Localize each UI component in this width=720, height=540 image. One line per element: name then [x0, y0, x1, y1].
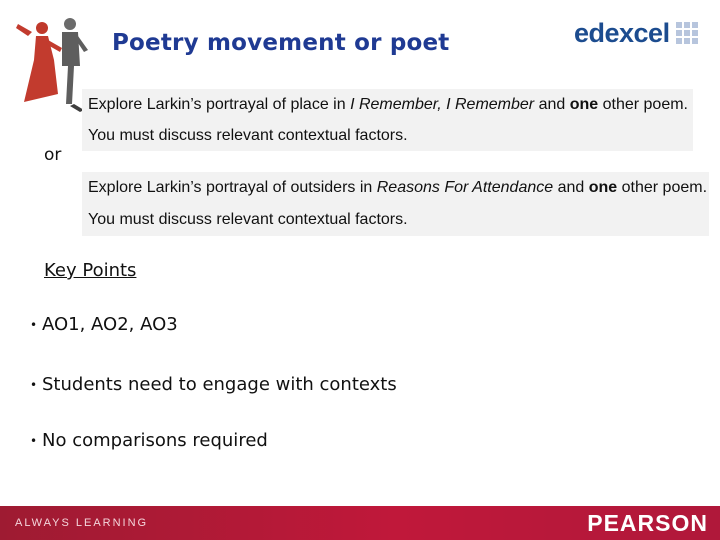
- list-item: • No comparisons required: [30, 430, 268, 451]
- question-1-line-1: Explore Larkin’s portrayal of place in I Remember, I Remember and one other poem.: [88, 96, 688, 113]
- page-title: Poetry movement or poet: [112, 30, 450, 56]
- bullet-icon: •: [30, 434, 38, 448]
- edexcel-logo: [574, 18, 698, 48]
- bullet-icon: •: [30, 378, 38, 392]
- footer-bar: [0, 506, 720, 540]
- question-2-line-1: Explore Larkin’s portrayal of outsiders in Reasons For Attendance and one other poem.: [88, 179, 708, 196]
- pearson-logo: PEARSON: [587, 510, 708, 536]
- list-item: • Students need to engage with contexts: [30, 374, 397, 395]
- key-points-heading: Key Points: [44, 260, 137, 281]
- bullet-icon: •: [30, 318, 38, 332]
- list-item: • AO1, AO2, AO3: [30, 314, 178, 335]
- logo-grid-icon: [676, 22, 698, 44]
- footer-tagline: ALWAYS LEARNING: [15, 517, 149, 529]
- question-2-line-2: You must discuss relevant contextual factors.: [88, 211, 408, 228]
- question-1-line-2: You must discuss relevant contextual factors.: [88, 127, 408, 144]
- question-box-1: [82, 89, 693, 151]
- edexcel-logo-text: edexcel: [574, 17, 670, 48]
- or-label: or: [44, 145, 62, 165]
- question-box-2: [82, 172, 709, 236]
